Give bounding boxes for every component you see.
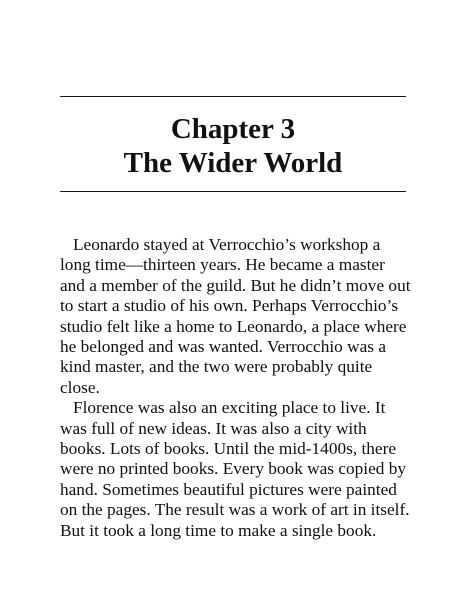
text-line: long time—thirteen years. He became a master <box>60 255 385 275</box>
text-line: and a member of the guild. But he didn’t move out <box>60 275 411 295</box>
chapter-title: The Wider World <box>123 147 343 179</box>
text-line: kind master, and the two were probably quite <box>60 357 373 377</box>
text-line: studio felt like a home to Leonardo, a place where <box>60 316 407 336</box>
text-line: was full of new ideas. It was also a city with <box>60 418 367 438</box>
text-line: on the pages. The result was a work of art in itself. <box>60 500 410 520</box>
text-line: were no printed books. Every book was copied by <box>60 459 407 479</box>
bottom-divider-rule <box>60 191 406 192</box>
text-line: But it took a long time to make a single book. <box>60 520 377 540</box>
text-line: to start a studio of his own. Perhaps Verrocchio’s <box>60 296 399 316</box>
chapter-number: Chapter 3 <box>170 113 296 145</box>
text-line: hand. Sometimes beautiful pictures were painted <box>60 479 397 499</box>
body-text <box>60 235 411 541</box>
top-divider-rule <box>60 96 406 97</box>
chapter-heading <box>60 112 406 180</box>
text-line: books. Lots of books. Until the mid-1400s, there <box>60 439 396 459</box>
text-line: he belonged and was wanted. Verrocchio was a <box>60 337 386 357</box>
text-line: Florence was also an exciting place to live. It <box>73 398 386 418</box>
text-line: Leonardo stayed at Verrocchio’s workshop a <box>73 235 381 254</box>
text-line: close. <box>60 377 100 397</box>
